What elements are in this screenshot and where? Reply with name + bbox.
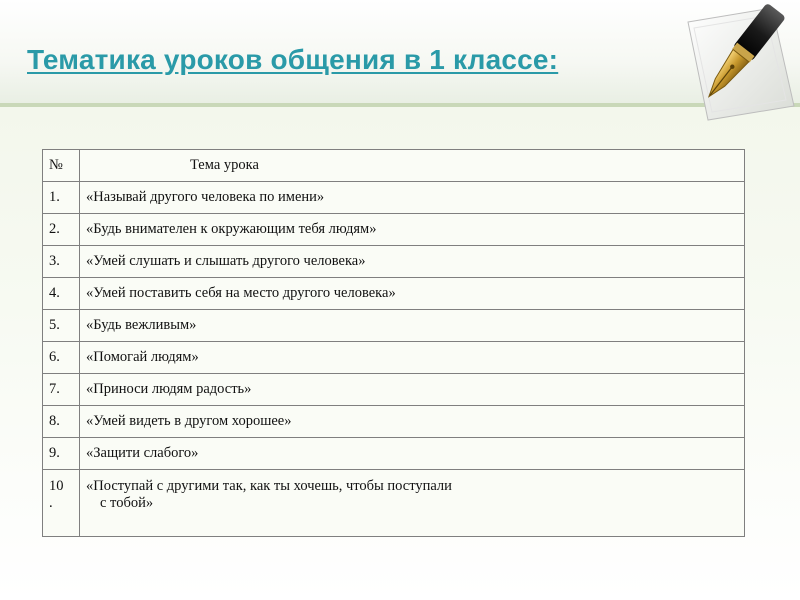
row-topic: «Называй другого человека по имени» xyxy=(80,182,745,214)
row-topic-line: «Поступай с другими так, как ты хочешь, чтобы поступали xyxy=(86,478,452,494)
table-row xyxy=(43,374,745,406)
row-number: 5. xyxy=(43,310,80,342)
column-header-topic: Тема урока xyxy=(80,150,745,182)
row-topic: «Умей поставить себя на место другого человека» xyxy=(80,278,745,310)
table-row xyxy=(43,406,745,438)
table-row xyxy=(43,342,745,374)
slide-title: Тематика уроков общения в 1 классе: xyxy=(27,44,559,75)
row-topic: «Защити слабого» xyxy=(80,438,745,470)
table-row xyxy=(43,438,745,470)
table-row xyxy=(43,182,745,214)
table-row xyxy=(43,470,745,537)
row-number-line: . xyxy=(49,495,53,511)
table-row xyxy=(43,246,745,278)
row-topic: «Будь вежливым» xyxy=(80,310,745,342)
row-topic: «Будь внимателен к окружающим тебя людям» xyxy=(80,214,745,246)
column-header-number: № xyxy=(43,150,80,182)
row-topic: «Помогай людям» xyxy=(80,342,745,374)
row-number: 2. xyxy=(43,214,80,246)
row-topic xyxy=(80,470,745,537)
row-topic: «Приноси людям радость» xyxy=(80,374,745,406)
row-number: 8. xyxy=(43,406,80,438)
row-topic: «Умей слушать и слышать другого человека» xyxy=(80,246,745,278)
row-number: 9. xyxy=(43,438,80,470)
row-number: 6. xyxy=(43,342,80,374)
row-number: 3. xyxy=(43,246,80,278)
table-header-row xyxy=(43,150,745,182)
row-number xyxy=(43,470,80,537)
row-topic-line: с тобой» xyxy=(100,495,154,511)
fountain-pen-icon xyxy=(676,2,798,124)
table-row xyxy=(43,310,745,342)
table-row xyxy=(43,278,745,310)
topics-table xyxy=(42,149,745,537)
row-number: 1. xyxy=(43,182,80,214)
row-number: 7. xyxy=(43,374,80,406)
row-number-line: 10 xyxy=(49,478,64,494)
row-topic: «Умей видеть в другом хорошее» xyxy=(80,406,745,438)
row-number: 4. xyxy=(43,278,80,310)
table-row xyxy=(43,214,745,246)
